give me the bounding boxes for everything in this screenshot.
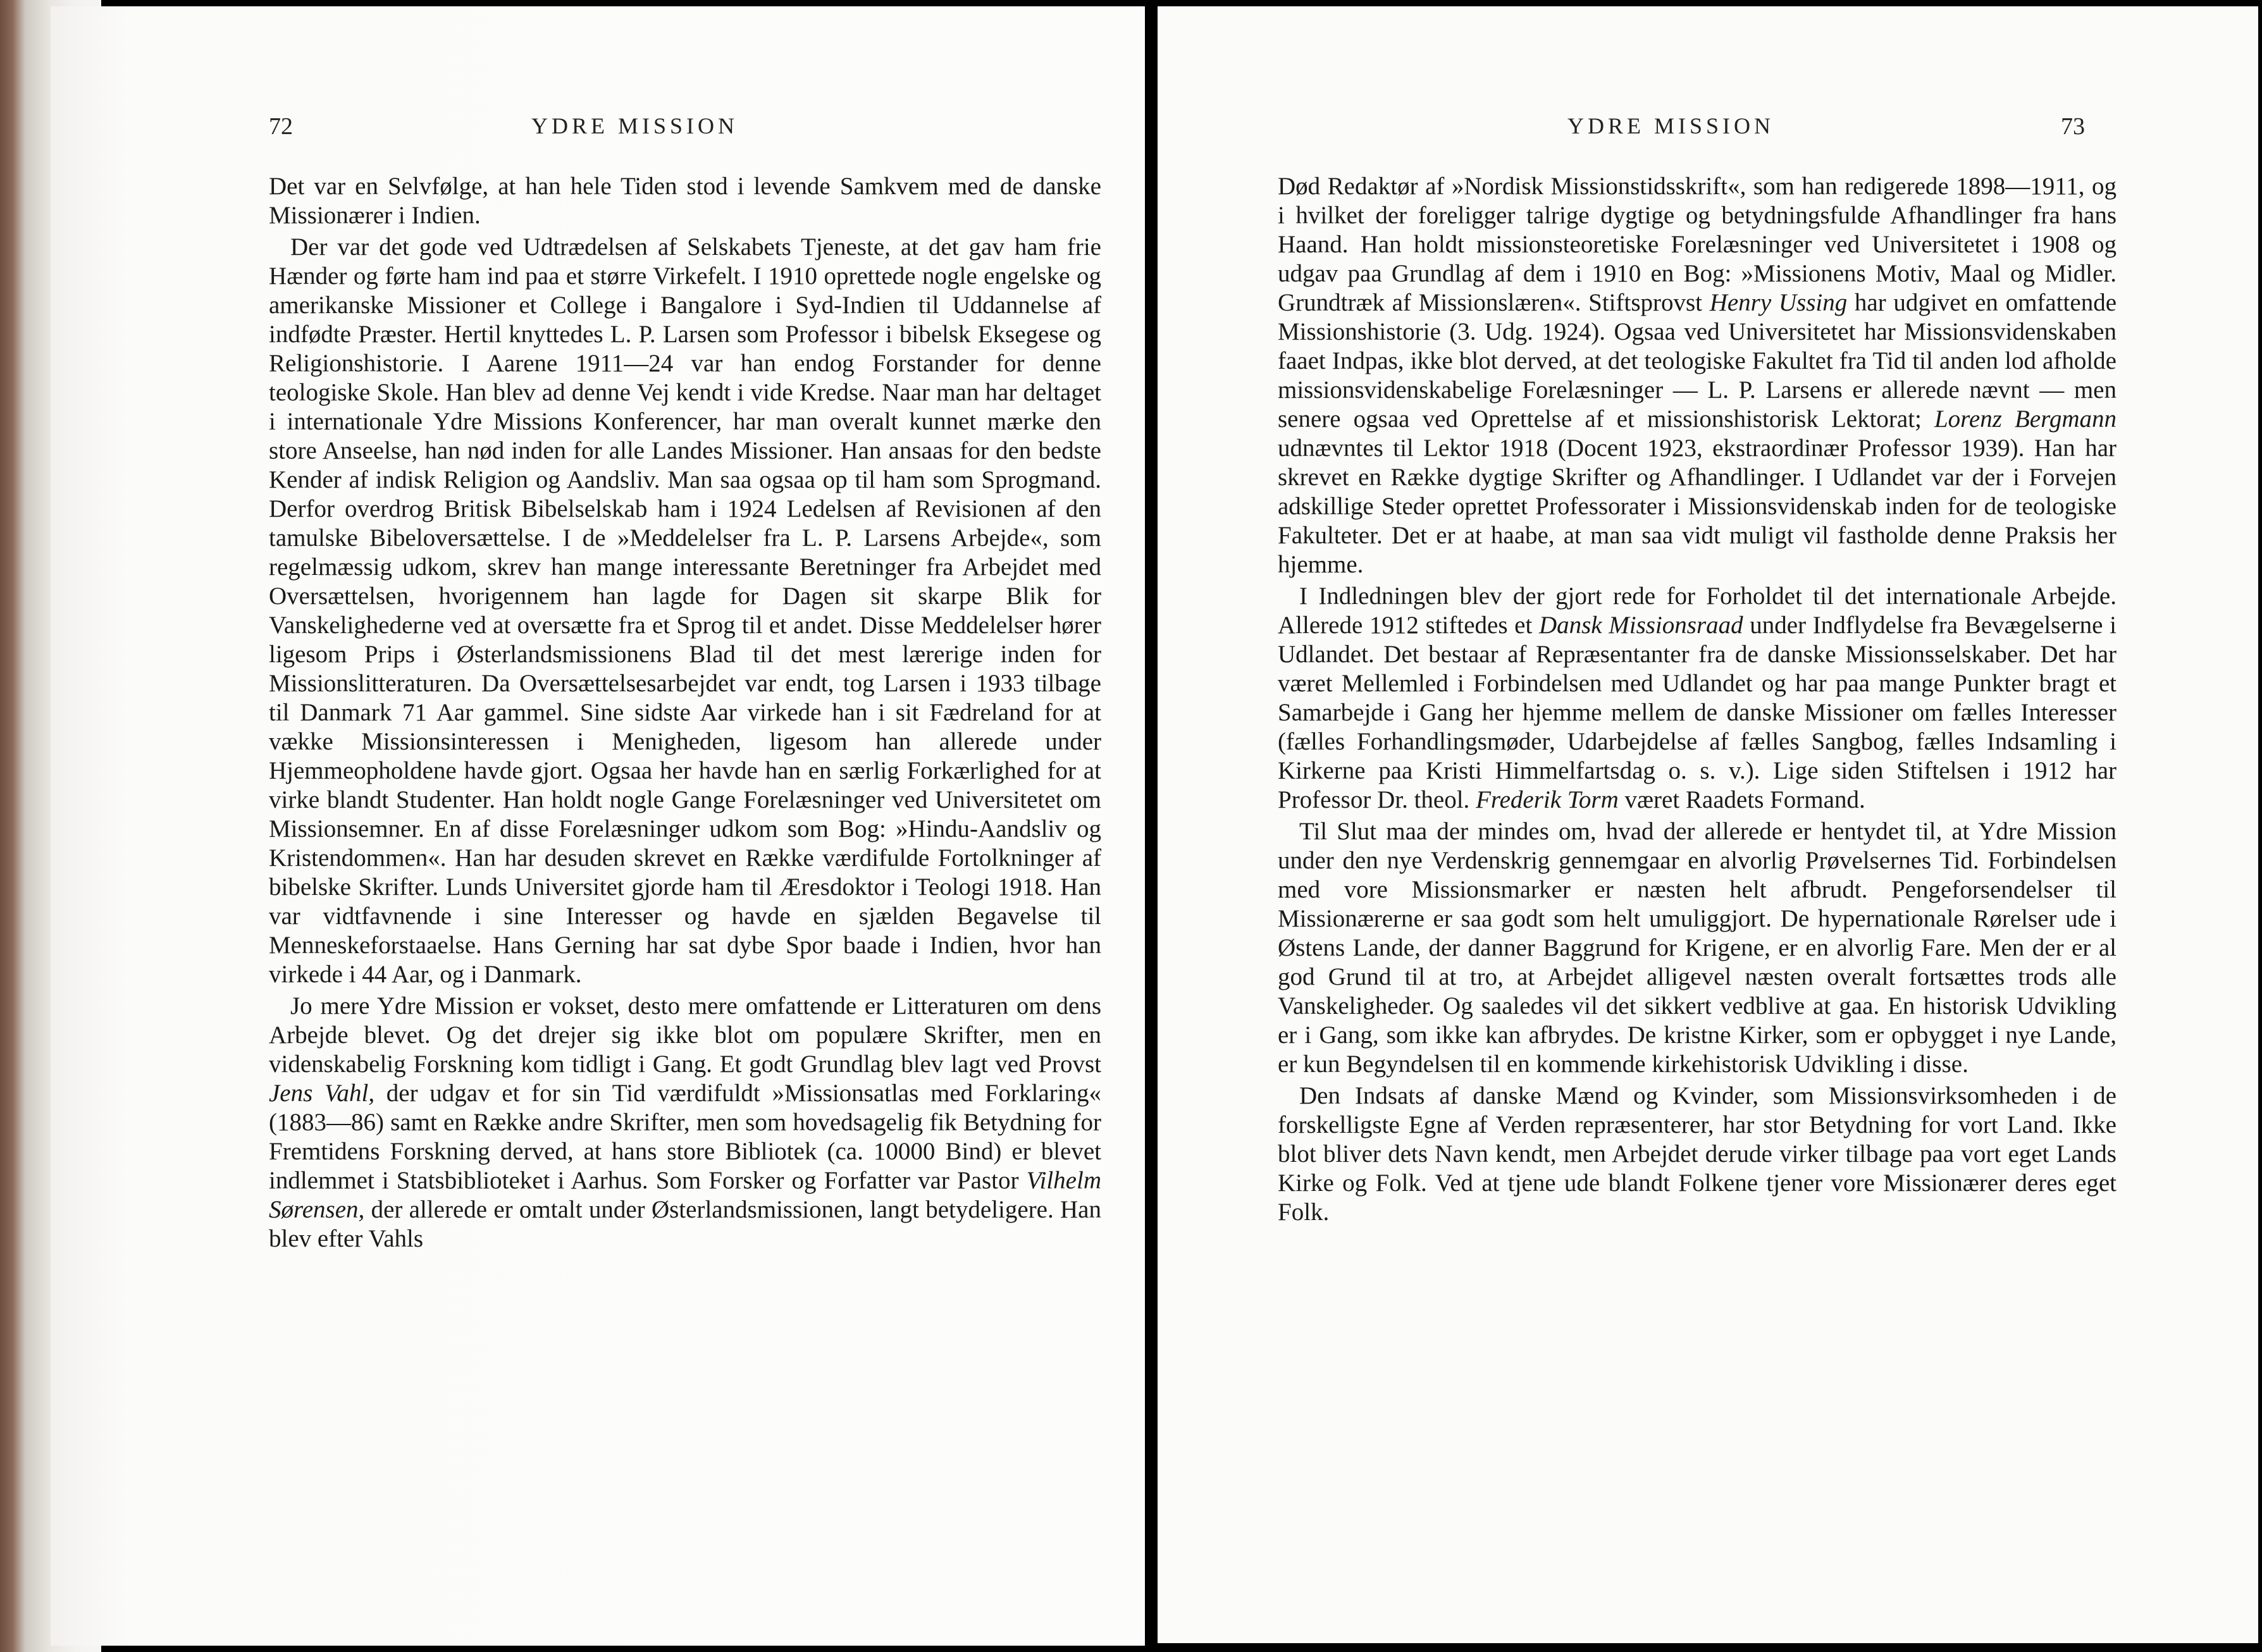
italic-name: Frederik Torm [1476,786,1619,813]
paragraph: Den Indsats af danske Mænd og Kvinder, som Missionsvirksomheden i de forskelligste Egne af Verden repræsenterer, har stor Betydning for vort Land. Ikke blot bliver dets Navn kendt, men Arbejdet derude virker tilbage paa vort eget Lands Kirke og Folk. Ved at tjene ude blandt Folkene tjener vore Missionærer deres eget Folk. [1278,1082,2117,1226]
page-number: 73 [2061,113,2085,140]
paragraph: I Indledningen blev der gjort rede for Forholdet til det internationale Arbejde. Allerede 1912 stiftedes et Dansk Missionsraad under Indflydelse fra Bevægelserne i Udlandet. Det bestaar af Repræsentanter fra de danske Missionsselskaber. Det har været Mellemled i Forbindelsen med Udlandet og har paa mange Punkter bragt et Samarbejde i Gang her hjemme mellem de danske Missioner om fælles Interesser (fælles Forhandlingsmøder, Udarbejdelse af fælles Sangbog, fælles Indsamling i Kirkerne paa Kristi Himmelfartsdag o. s. v.). Lige siden Stiftelsen i 1912 har Professor Dr. theol. Frederik Torm været Raadets Formand. [1278,583,2117,813]
page-number: 72 [269,113,293,140]
paragraph: Der var det gode ved Udtrædelsen af Selskabets Tjeneste, at det gav ham frie Hænder og førte ham ind paa et større Virkefelt. I 1910 oprettede nogle engelske og amerikanske Missioner et College i Bangalore i Syd-Indien til Uddannelse af indfødte Præster. Hertil knyttedes L. P. Larsen som Professor i bibelsk Eksegese og Religionshistorie. I Aarene 1911—24 var han endog Forstander for denne teologiske Skole. Han blev ad denne Vej kendt i vide Kredse. Naar man har deltaget i internationale Ydre Missions Konferencer, har man overalt kunnet mærke den store Anseelse, han nød inden for alle Landes Missioner. Han ansaas for den bedste Kender af indisk Religion og Aandsliv. Man saa ogsaa op til ham som Sprogmand. Derfor overdrog Britisk Bibelselskab ham i 1924 Ledelsen af Revisionen af den tamulske Bibeloversættelse. I de »Meddelelser fra L. P. Larsens Arbejde«, som regelmæssig udkom, skrev han mange interessante Beretninger fra Arbejdet med Oversættelsen, hvorigennem han lagde for Dagen sit skarpe Blik for Vanskelighederne ved at oversætte fra et Sprog til et andet. Disse Meddelelser hører ligesom Prips i Østerlandsmissionens Blad til det mest lærerige inden for Missionslitteraturen. Da Oversættelsesarbejdet var endt, tog Larsen i 1933 tilbage til Danmark 71 Aar gammel. Sine sidste Aar virkede han i sit Fædreland for at vække Missionsinteressen i Menigheden, ligesom han allerede under Hjemmeopholdene havde gjort. Ogsaa her havde han en særlig Forkærlighed for at virke blandt Studenter. Han holdt nogle Gange Forelæsninger ved Universitetet om Missionsemner. En af disse Forelæsninger udkom som Bog: »Hindu-Aandsliv og Kristendommen«. Han har desuden skrevet en Række værdifulde Fortolkninger af bibelske Skrifter. Lunds Universitet gjorde ham til Æresdoktor i Teologi 1918. Han var vidtfavnende i sine Interesser og havde en sjælden Begavelse til Menneskeforstaaelse. Hans Gerning har sat dybe Spor baade i Indien, hvor han virkede i 44 Aar, og i Danmark. [269,233,1101,988]
body-text [1278,172,2117,1230]
body-text [269,172,1101,1256]
italic-name: Henry Ussing [1709,289,1848,316]
right-page [1158,6,2258,1643]
paragraph: Død Redaktør af »Nordisk Missionstidsskrift«, som han redigerede 1898—1911, og i hvilket der foreligger talrige dygtige og betydningsfulde Afhandlinger fra hans Haand. Han holdt missionsteoretiske Forelæsninger ved Universitetet i 1908 og udgav paa Grundlag af dem i 1910 en Bog: »Missionens Motiv, Maal og Midler. Grundtræk af Missionslæren«. Stiftsprovst Henry Ussing har udgivet en omfattende Missionshistorie (3. Udg. 1924). Ogsaa ved Universitetet har Missionsvidenskaben faaet Indpas, ikke blot derved, at det teologiske Fakultet fra Tid til anden lod afholde missionsvidenskabelige Forelæsninger — L. P. Larsens er allerede nævnt — men senere ogsaa ved Oprettelse af et missionshistorisk Lektorat; Lorenz Bergmann udnævntes til Lektor 1918 (Docent 1923, ekstraordinær Professor 1939). Han har skrevet en Række dygtige Skrifter og Afhandlinger. I Udlandet var der i Forvejen adskillige Steder oprettet Professorater i Missionsvidenskab inden for de teologiske Fakulteter. Det er at haabe, at man saa vidt muligt vil fastholde denne Praksis her hjemme. [1278,173,2117,578]
italic-name: Jens Vahl, [269,1080,375,1107]
italic-name: Dansk Missionsraad [1538,612,1743,639]
paragraph: Det var en Selvfølge, at han hele Tiden stod i levende Samkvem med de danske Missionærer i Indien. [269,173,1101,229]
running-head: YDRE MISSION [1567,113,1775,139]
paragraph: Til Slut maa der mindes om, hvad der allerede er hentydet til, at Ydre Mission under den nye Verdenskrig gennemgaar en alvorlig Prøvelsernes Tid. Forbindelsen med vore Missionsmarker er næsten helt afbrudt. Pengeforsendelser til Missionærerne er saa godt som helt umuliggjort. De hypernationale Rørelser ude i Østens Lande, der danner Baggrund for Krigene, er en alvorlig Fare. Men der er al god Grund til at tro, at Arbejdet alligevel næsten overalt fortsættes trods alle Vanskeligheder. Og saaledes vil det sikkert vedblive at gaa. En historisk Udvikling er i Gang, som ikke kan afbrydes. De kristne Kirker, som er opbygget i nye Lande, er kun Begyndelsen til en kommende kirkehistorisk Udvikling i disse. [1278,818,2117,1078]
italic-name: Lorenz Bergmann [1934,405,2117,433]
book-gutter [1145,0,1158,1652]
running-head: YDRE MISSION [531,113,739,139]
italic-name: Vilhelm Sørensen, [269,1167,1101,1223]
left-page [51,6,1145,1646]
paragraph: Jo mere Ydre Mission er vokset, desto mere omfattende er Litteraturen om dens Arbejde blevet. Og det drejer sig ikke blot om populære Skrifter, men en videnskabelig Forskning kom tidligt i Gang. Et godt Grundlag blev lagt ved Provst Jens Vahl, der udgav et for sin Tid værdifuldt »Missionsatlas med Forklaring« (1883—86) samt en Række andre Skrifter, men som hovedsagelig fik Betydning for Fremtidens Forskning derved, at hans store Bibliotek (ca. 10000 Bind) er blevet indlemmet i Statsbiblioteket i Aarhus. Som Forsker og Forfatter var Pastor Vilhelm Sørensen, der allerede er omtalt under Østerlandsmissionen, langt betydeligere. Han blev efter Vahls [269,992,1101,1252]
